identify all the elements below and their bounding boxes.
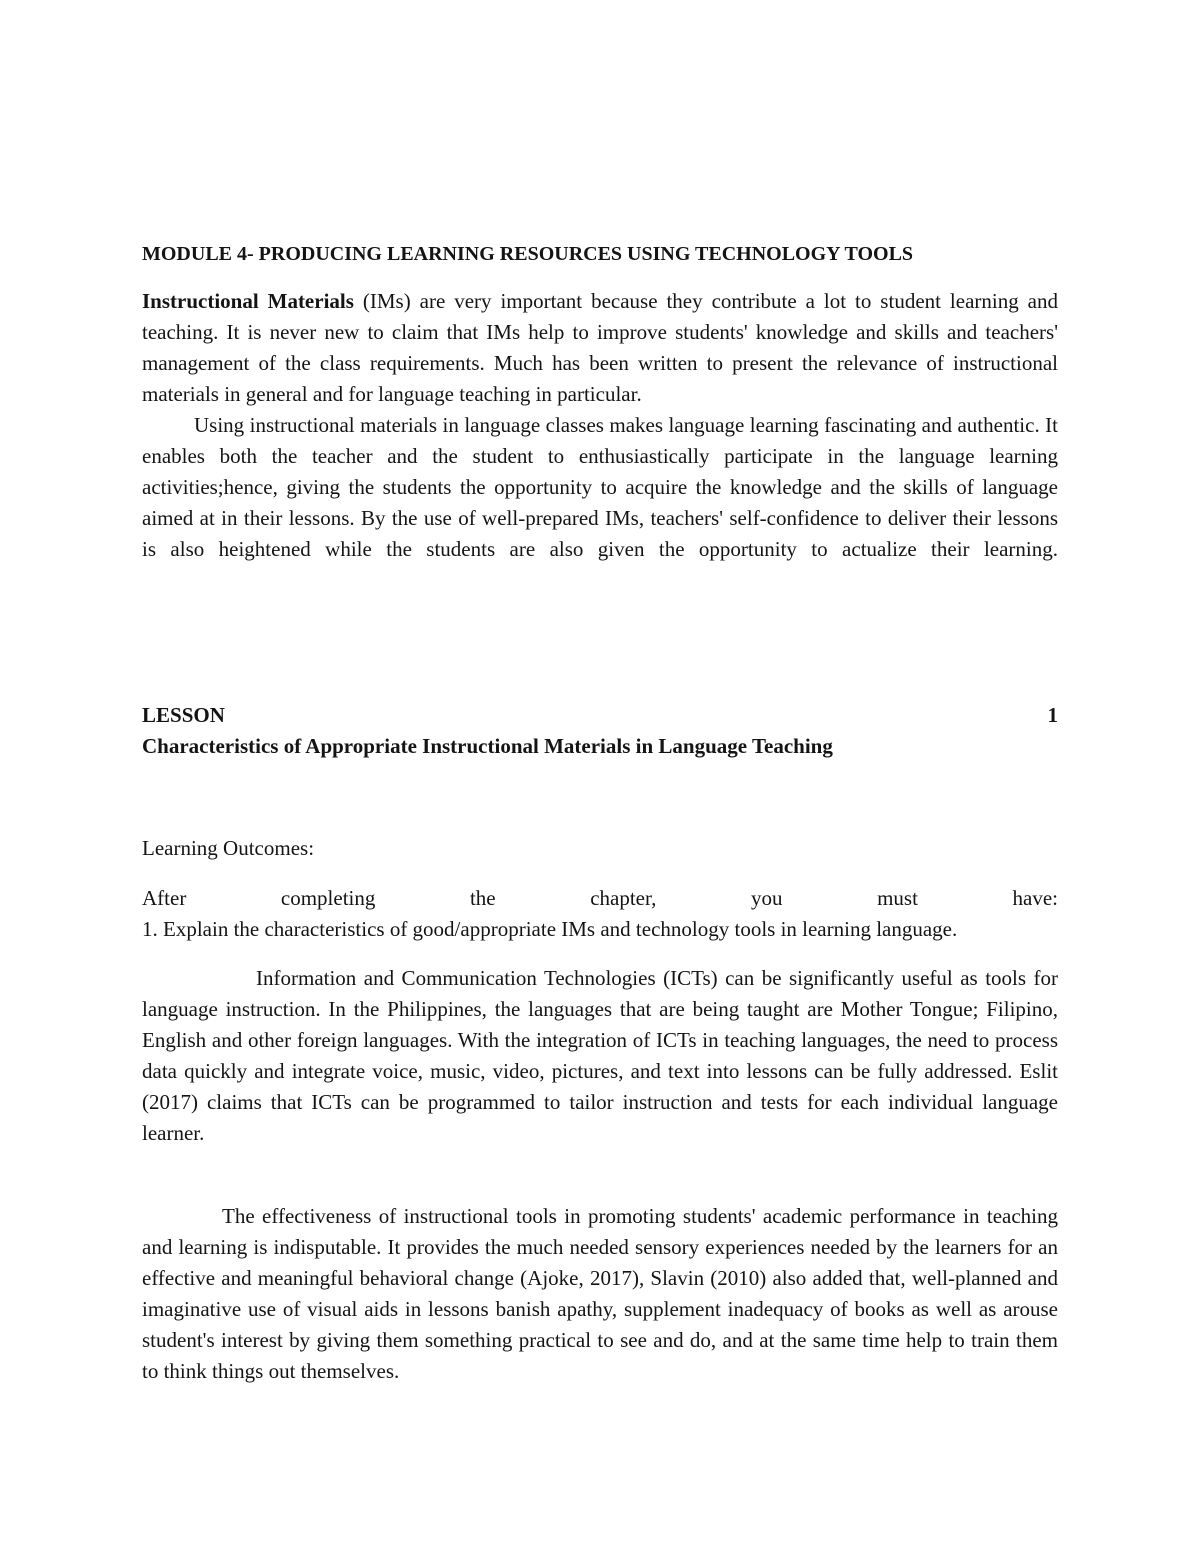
lesson-heading bbox=[142, 700, 1058, 762]
effectiveness-paragraph: The effectiveness of instructional tools in promoting students' academic performance in teaching and learning is indisputable. It provides the much needed sensory experiences needed by the learners for an effective and meaningful behavioral change (Ajoke, 2017), Slavin (2010) also added that, well-planned and imaginative use of visual aids in lessons banish apathy, supplement inadequacy of books as well as arouse student's interest by giving them something practical to see and do, and at the same time help to train them to think things out themselves. bbox=[142, 1204, 1058, 1383]
lesson-label: LESSON bbox=[142, 703, 225, 727]
outcomes-lead: After completing the chapter, you must have: bbox=[142, 886, 1058, 910]
intro-term: Instructional Materials bbox=[142, 289, 354, 313]
lesson-number: 1 bbox=[1047, 703, 1058, 727]
effectiveness-section bbox=[142, 1201, 1058, 1387]
lesson-label-line bbox=[142, 700, 1058, 731]
intro-paragraph-1 bbox=[142, 286, 1058, 410]
learning-outcomes bbox=[142, 883, 1058, 945]
intro-section bbox=[142, 286, 1058, 565]
lesson-title: Characteristics of Appropriate Instructional Materials in Language Teaching bbox=[142, 734, 833, 758]
ict-section bbox=[142, 963, 1058, 1149]
ict-paragraph: Information and Communication Technologies (ICTs) can be significantly useful as tools for language instruction. In the Philippines, the languages that are being taught are Mother Tongue; Filipino, English and other foreign languages. With the integration of ICTs in teaching languages, the need to process data quickly and integrate voice, music, video, pictures, and text into lessons can be fully addressed. Eslit (2017) claims that ICTs can be programmed to tailor instruction and tests for each individual language learner. bbox=[142, 966, 1058, 1145]
module-title: MODULE 4- PRODUCING LEARNING RESOURCES USING TECHNOLOGY TOOLS bbox=[142, 243, 914, 265]
outcome-item-1: 1. Explain the characteristics of good/appropriate IMs and technology tools in learning language. bbox=[142, 917, 958, 941]
learning-outcomes-label: Learning Outcomes: bbox=[142, 836, 315, 860]
intro-paragraph-1-text: (IMs) are very important because they contribute a lot to student learning and teaching. It is never new to claim that IMs help to improve students' knowledge and skills and teachers' management of the class requirements. Much has been written to present the relevance of instructional materials in general and for language teaching in particular. bbox=[142, 289, 1058, 406]
intro-paragraph-2: Using instructional materials in language classes makes language learning fascinating and authentic. It enables both the teacher and the student to enthusiastically participate in the language learning activities;hence, giving the students the opportunity to acquire the knowledge and the skills of language aimed at in their lessons. By the use of well-prepared IMs, teachers' self-confidence to deliver their lessons is also heightened while the students are also given the opportunity to actualize their learning. bbox=[142, 413, 1058, 561]
